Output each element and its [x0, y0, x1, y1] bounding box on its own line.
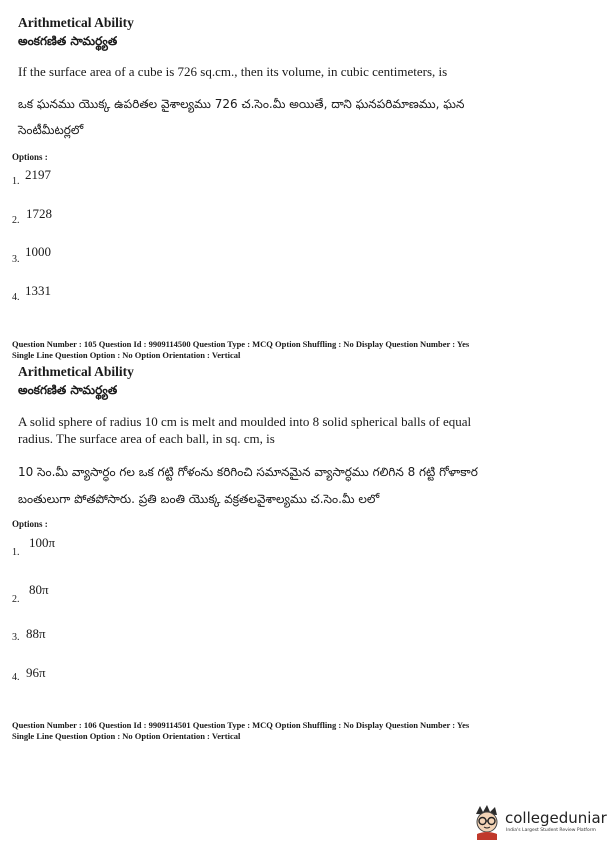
- question-text-telugu-line-1: ఒక ఘనము యొక్క ఉపరితల వైశాల్యము 726 చ.సెం.మీ అయితే, దాని ఘనపరిమాణము, ఘన: [18, 97, 465, 111]
- options-label: Options :: [12, 152, 48, 162]
- question-meta-line-1: Question Number : 106 Question Id : 9909114501 Question Type : MCQ Option Shuffling : No Display Question Number : Yes: [12, 720, 470, 730]
- question-text-line-1: A solid sphere of radius 10 cm is melt and moulded into 8 solid spherical balls of equal: [18, 414, 472, 429]
- option-value[interactable]: 88π: [26, 626, 46, 641]
- option-number: 1.: [12, 176, 20, 187]
- question-meta-line-1: Question Number : 105 Question Id : 9909114500 Question Type : MCQ Option Shuffling : No Display Question Number : Yes: [12, 339, 470, 349]
- watermark-logo: [470, 803, 607, 842]
- option-value[interactable]: 2197: [25, 167, 51, 182]
- student-mascot-icon: [470, 804, 504, 845]
- option-value[interactable]: 100π: [29, 535, 56, 550]
- option-number: 3.: [12, 254, 20, 265]
- question-text-telugu-line-2: సెంటీమీటర్లలో: [18, 123, 84, 137]
- section-title: Arithmetical Ability: [18, 364, 134, 379]
- option-value[interactable]: 1000: [25, 244, 51, 259]
- question-text-line-2: radius. The surface area of each ball, in sq. cm, is: [18, 431, 275, 446]
- section-title: Arithmetical Ability: [18, 15, 134, 30]
- section-title-telugu: అంకగణిత సామర్థ్యత: [18, 34, 118, 48]
- logo-name: collegeduniar: [505, 809, 607, 827]
- question-text-telugu-line-1: 10 సెం.మీ వ్యాసార్ధం గల ఒక గట్టి గోళంను కరిగించి సమానమైన వ్యాసార్ధము గలిగిన 8 గట్టి గోళాకార: [18, 465, 478, 479]
- option-value[interactable]: 1728: [26, 206, 52, 221]
- logo-tagline: India's Largest Student Review Platform: [506, 828, 596, 833]
- option-value[interactable]: 1331: [25, 283, 51, 298]
- option-number: 2.: [12, 594, 20, 605]
- question-text: If the surface area of a cube is 726 sq.cm., then its volume, in cubic centimeters, is: [18, 64, 448, 79]
- option-number: 4.: [12, 292, 20, 303]
- options-label: Options :: [12, 519, 48, 529]
- option-number: 4.: [12, 672, 20, 683]
- question-meta-line-2: Single Line Question Option : No Option Orientation : Vertical: [12, 731, 241, 741]
- option-number: 3.: [12, 632, 20, 643]
- option-value[interactable]: 80π: [29, 582, 49, 597]
- question-text-telugu-line-2: బంతులుగా పోతపోసారు. ప్రతి బంతి యొక్క వక్రతలవైశాల్యము చ.సెం.మీ లలో: [18, 492, 380, 506]
- option-number: 1.: [12, 547, 20, 558]
- option-number: 2.: [12, 215, 20, 226]
- section-title-telugu: అంకగణిత సామర్థ్యత: [18, 383, 118, 397]
- option-value[interactable]: 96π: [26, 665, 46, 680]
- question-meta-line-2: Single Line Question Option : No Option Orientation : Vertical: [12, 350, 241, 360]
